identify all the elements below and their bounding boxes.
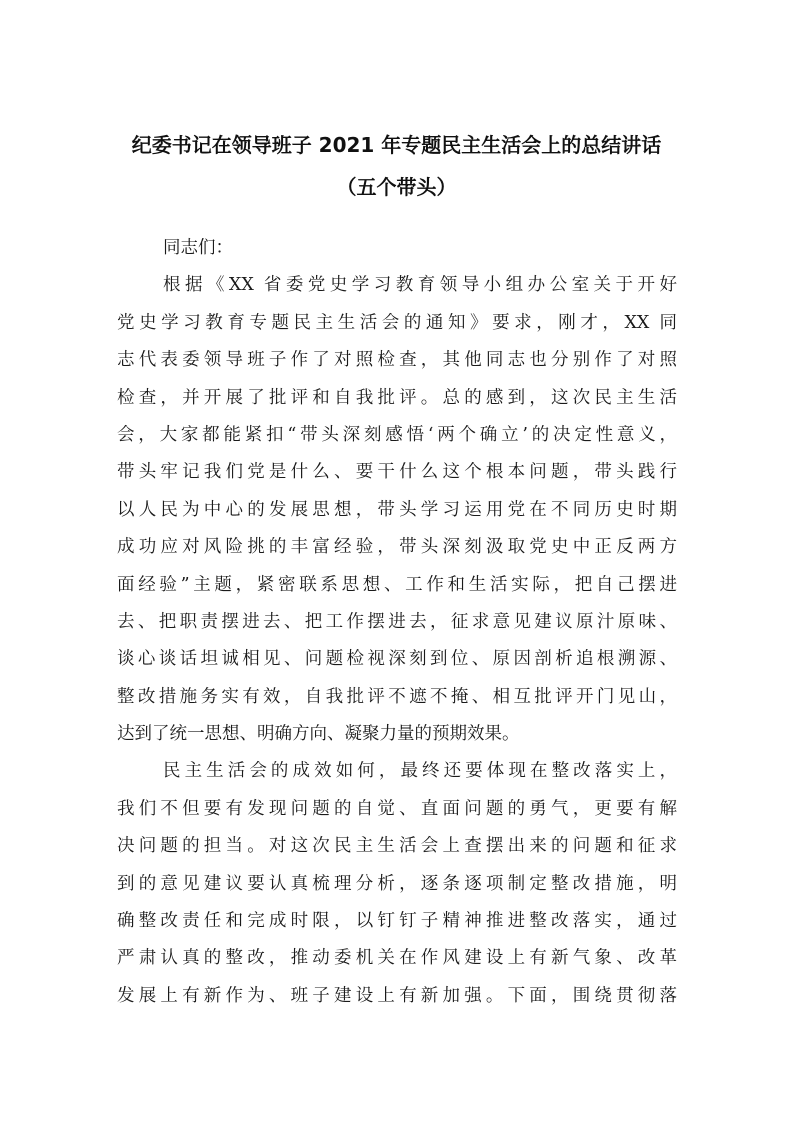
paragraph-2-line: 确整改责任和完成时限，以钉钉子精神推进整改落实，通过 [117,911,677,932]
paragraph-1-line: 谈心谈话坦诚相见、问题检视深刻到位、原因剖析追根溯源、 [117,649,677,670]
paragraph-1-line: 根据《XX 省委党史学习教育领导小组办公室关于开好 [163,275,677,296]
paragraph-1-line: 检查，并开展了批评和自我批评。总的感到，这次民主生活 [117,387,677,408]
paragraph-2-line: 决问题的担当。对这次民主生活会上查摆出来的问题和征求 [117,836,677,857]
salutation: 同志们： [163,238,233,258]
paragraph-1-line: 党史学习教育专题民主生活会的通知》要求，刚才，XX 同 [117,312,677,333]
paragraph-1-line: 志代表委领导班子作了对照检查，其他同志也分别作了对照 [117,350,677,371]
title-line-1: 纪委书记在领导班子 2021 年专题民主生活会上的总结讲话 [131,133,662,157]
document-title [100,124,693,208]
paragraph-1-line: 带头牢记我们党是什么、要干什么这个根本问题，带头践行 [117,462,677,483]
paragraph-2-line: 我们不但要有发现问题的自觉、直面问题的勇气，更要有解 [117,798,677,819]
paragraph-1-line: 以人民为中心的发展思想，带头学习运用党在不同历史时期 [117,499,677,520]
paragraph-2-line: 严肃认真的整改，推动委机关在作风建设上有新气象、改革 [117,948,677,969]
title-line-2: （五个带头） [336,175,457,199]
paragraph-2-line: 发展上有新作为、班子建设上有新加强。下面，围绕贯彻落 [117,985,677,1006]
paragraph-1-line: 整改措施务实有效，自我批评不遮不掩、相互批评开门见山， [117,686,677,707]
paragraph-2-line: 到的意见建议要认真梳理分析，逐条逐项制定整改措施，明 [117,873,677,894]
paragraph-2-line: 民主生活会的成效如何，最终还要体现在整改落实上， [163,761,677,782]
document-body [117,230,677,1015]
paragraph-1-line: 会，大家都能紧扣“带头深刻感悟‘两个确立’的决定性意义， [117,424,677,445]
paragraph-1-line: 达到了统一思想、明确方向、凝聚力量的预期效果。 [117,724,520,745]
paragraph-1-line: 去、把职责摆进去、把工作摆进去，征求意见建议原汁原味、 [117,611,677,632]
paragraph-1-line: 成功应对风险挑的丰富经验，带头深刻汲取党史中正反两方 [117,537,677,558]
paragraph-1-line: 面经验”主题，紧密联系思想、工作和生活实际，把自己摆进 [117,574,677,595]
